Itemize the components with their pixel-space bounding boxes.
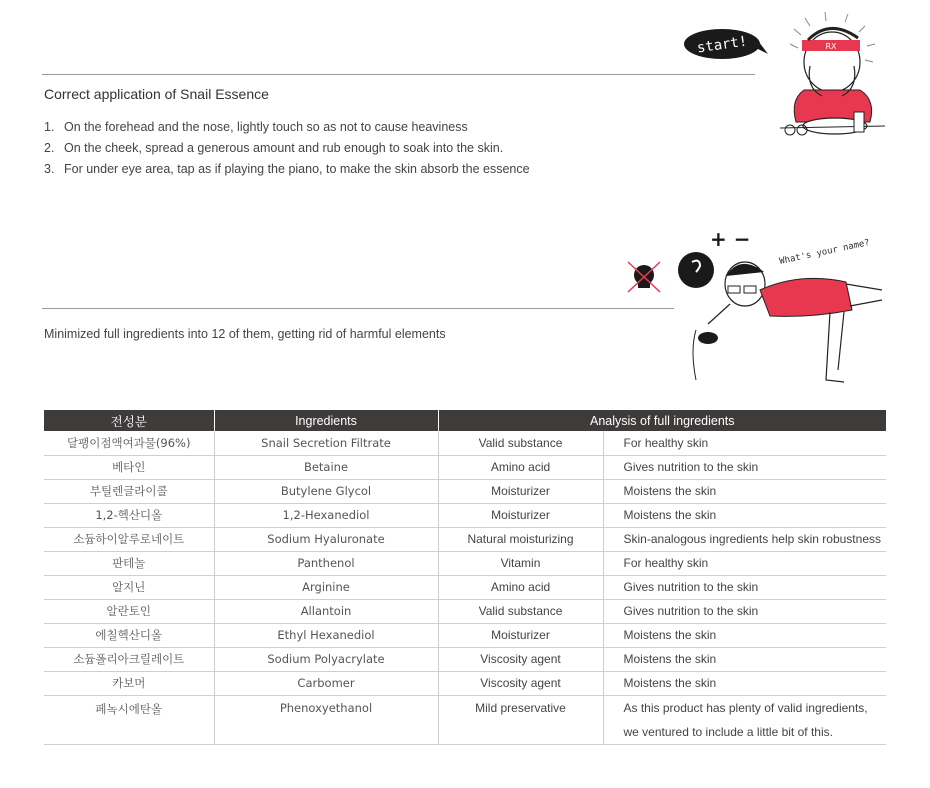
table-row xyxy=(44,647,886,671)
table-row xyxy=(44,671,886,695)
ingredient-type-cell: Vitamin xyxy=(438,551,603,575)
ingredient-name-cell: 1,2-Hexanediol xyxy=(214,503,438,527)
korean-name-cell: 에칠헥산디올 xyxy=(44,623,214,647)
application-steps xyxy=(44,119,530,182)
ingredient-type-cell: Moisturizer xyxy=(438,623,603,647)
description-cell xyxy=(603,647,886,671)
ingredient-type-cell: Viscosity agent xyxy=(438,647,603,671)
ingredient-name-cell: Panthenol xyxy=(214,551,438,575)
step-number: 2. xyxy=(44,141,55,155)
section1-rule xyxy=(42,74,755,75)
korean-name-cell: 소듐폴리아크릴레이트 xyxy=(44,647,214,671)
ingredient-name-cell: Carbomer xyxy=(214,671,438,695)
whats-your-name-text: What's your name? xyxy=(778,237,871,267)
ingredient-name-cell: Ethyl Hexanediol xyxy=(214,623,438,647)
plus-minus-symbols: + − xyxy=(710,227,751,251)
ingredient-name-cell: Sodium Hyaluronate xyxy=(214,527,438,551)
description-text: Moistens the skin xyxy=(623,628,717,642)
step-text: On the forehead and the nose, lightly touch so as not to cause heaviness xyxy=(64,120,468,134)
description-cell xyxy=(603,479,886,503)
description-text: Moistens the skin xyxy=(623,676,717,690)
description-text: Gives nutrition to the skin xyxy=(623,604,759,618)
description-text: Moistens the skin xyxy=(623,652,717,666)
table-row xyxy=(44,431,886,455)
ingredient-type-cell: Amino acid xyxy=(438,455,603,479)
ingredient-type-cell: Viscosity agent xyxy=(438,671,603,695)
table-row xyxy=(44,551,886,575)
table-row xyxy=(44,503,886,527)
section1-title: Correct application of Snail Essence xyxy=(44,86,269,102)
washing-face-illustration xyxy=(680,4,900,154)
start-speech-bubble xyxy=(684,29,768,59)
korean-name-cell: 1,2-헥산디올 xyxy=(44,503,214,527)
korean-name-cell: 판테놀 xyxy=(44,551,214,575)
step-number: 1. xyxy=(44,120,55,134)
ingredient-type-cell: Natural moisturizing xyxy=(438,527,603,551)
step-item xyxy=(44,140,530,161)
table-row xyxy=(44,599,886,623)
ingredient-name-cell: Butylene Glycol xyxy=(214,479,438,503)
table-header-row xyxy=(44,410,886,431)
description-text: Moistens the skin xyxy=(623,484,717,498)
korean-name-cell: 알지닌 xyxy=(44,575,214,599)
description-cell xyxy=(603,455,886,479)
description-cell xyxy=(603,695,886,744)
description-cell xyxy=(603,623,886,647)
ingredient-name-cell: Sodium Polyacrylate xyxy=(214,647,438,671)
table-row xyxy=(44,527,886,551)
ingredients-table xyxy=(44,410,886,745)
step-item xyxy=(44,119,530,140)
ingredient-type-cell: Valid substance xyxy=(438,599,603,623)
korean-name-cell: 페녹시에탄올 xyxy=(44,695,214,744)
description-cell xyxy=(603,599,886,623)
table-row xyxy=(44,455,886,479)
table-row xyxy=(44,695,886,744)
ingredient-name-cell: Allantoin xyxy=(214,599,438,623)
description-text-2: we ventured to include a little bit of this. xyxy=(623,724,833,739)
description-cell xyxy=(603,503,886,527)
section2-rule xyxy=(42,308,674,309)
ingredient-name-cell: Phenoxyethanol xyxy=(214,695,438,744)
ingredient-name-cell: Snail Secretion Filtrate xyxy=(214,431,438,455)
ingredient-type-cell: Valid substance xyxy=(438,431,603,455)
skull-icon xyxy=(628,262,660,292)
ingredient-name-cell: Arginine xyxy=(214,575,438,599)
ingredient-type-cell: Mild preservative xyxy=(438,695,603,744)
start-bubble-text: start! xyxy=(695,33,749,57)
header-ingredients: Ingredients xyxy=(214,410,438,431)
description-text: For healthy skin xyxy=(623,556,709,570)
description-text: As this product has plenty of valid ingredients, xyxy=(623,700,868,715)
korean-name-cell: 카보머 xyxy=(44,671,214,695)
korean-name-cell: 달팽이점액여과물(96%) xyxy=(44,431,214,455)
korean-name-cell: 부틸렌글라이콜 xyxy=(44,479,214,503)
header-analysis: Analysis of full ingredients xyxy=(438,410,886,431)
description-cell xyxy=(603,575,886,599)
description-text: Moistens the skin xyxy=(623,508,717,522)
description-text: For healthy skin xyxy=(623,435,709,450)
korean-name-cell: 베타인 xyxy=(44,455,214,479)
description-cell xyxy=(603,431,886,455)
description-text: Gives nutrition to the skin xyxy=(623,580,759,594)
step-item xyxy=(44,161,530,182)
description-cell xyxy=(603,551,886,575)
step-text: For under eye area, tap as if playing the piano, to make the skin absorb the essence xyxy=(64,162,530,176)
description-cell xyxy=(603,527,886,551)
table-row xyxy=(44,575,886,599)
table-row xyxy=(44,479,886,503)
ingredient-type-cell: Moisturizer xyxy=(438,503,603,527)
table-row xyxy=(44,623,886,647)
ingredient-type-cell: Moisturizer xyxy=(438,479,603,503)
ingredient-type-cell: Amino acid xyxy=(438,575,603,599)
step-text: On the cheek, spread a generous amount and rub enough to soak into the skin. xyxy=(64,141,504,155)
step-number: 3. xyxy=(44,162,55,176)
description-text: Gives nutrition to the skin xyxy=(623,460,759,474)
ingredients-note: Minimized full ingredients into 12 of them, getting rid of harmful elements xyxy=(44,327,446,341)
korean-name-cell: 알란토인 xyxy=(44,599,214,623)
bending-man-illustration xyxy=(620,220,900,390)
korean-name-cell: 소듐하이알루로네이트 xyxy=(44,527,214,551)
headband-text: RX xyxy=(825,42,837,51)
ingredient-name-cell: Betaine xyxy=(214,455,438,479)
description-text: Skin-analogous ingredients help skin robustness xyxy=(623,532,881,546)
description-cell xyxy=(603,671,886,695)
header-korean: 전성분 xyxy=(44,410,214,431)
